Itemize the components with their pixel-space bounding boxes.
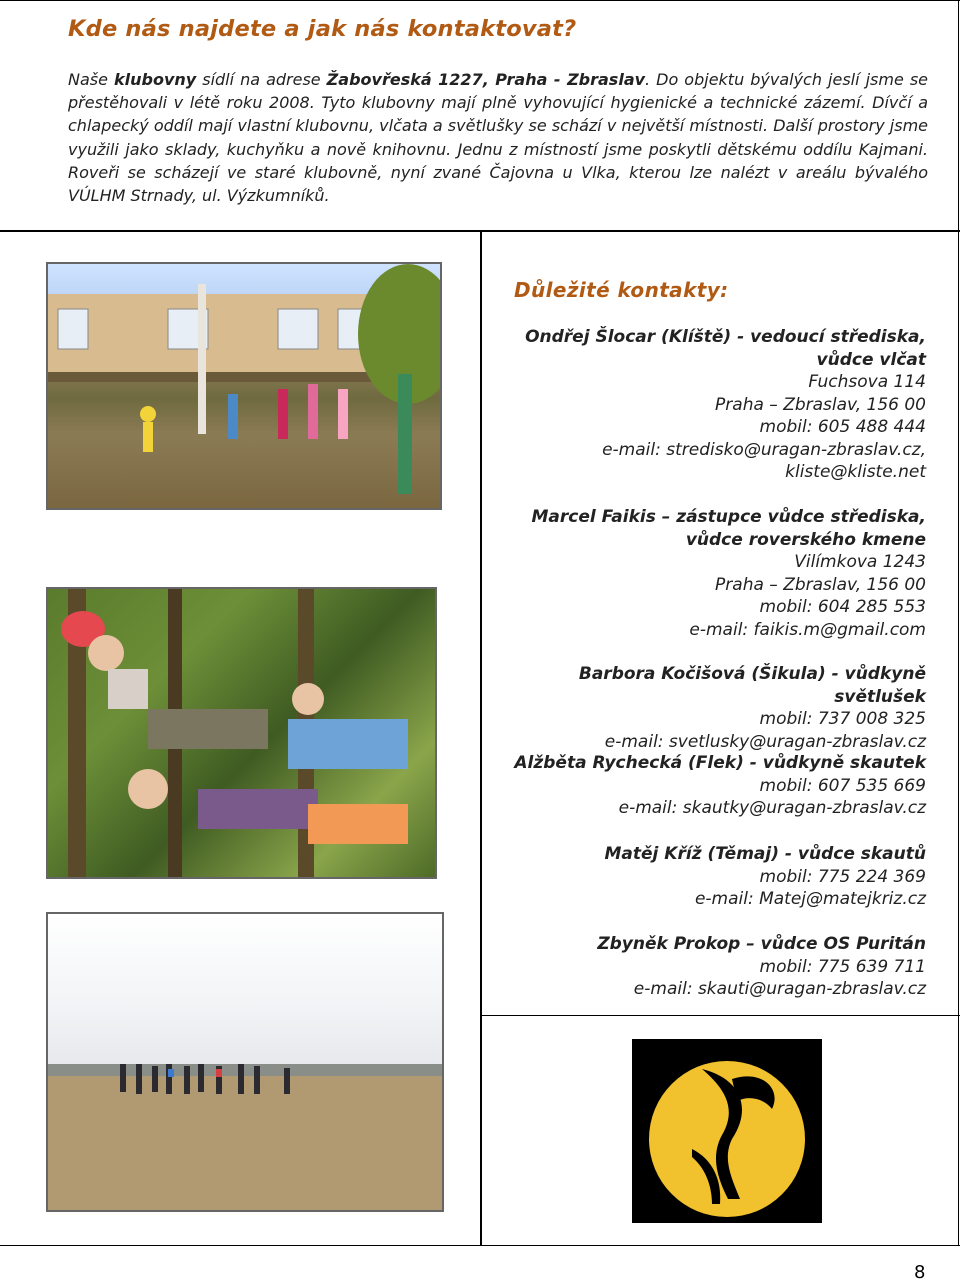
contact-line: Praha – Zbraslav, 156 00: [715, 394, 926, 415]
organization-logo: [632, 1039, 822, 1223]
divider: [0, 0, 960, 1]
intro-paragraph: [68, 68, 928, 207]
contact-line: e-mail: faikis.m@gmail.com: [689, 619, 926, 640]
divider: [480, 231, 482, 1246]
contact-line: mobil: 605 488 444: [759, 417, 926, 437]
address-text: Žabovřeská 1227, Praha - Zbraslav: [326, 70, 646, 89]
page-number: 8: [914, 1262, 926, 1283]
photo-group-in-field-image: [48, 914, 442, 1210]
contact-line: e-mail: svetlusky@uragan-zbraslav.cz: [604, 731, 926, 752]
intro-text: . Do objektu bývalých jeslí jsme se přestěhovali v létě roku 2008. Tyto klubovny mají plně vyhovující hygienické a technické zázemí. Dívčí a chlapecký oddíl mají vlastní klubovnu, vlčata a světlušky se schází v největší místnosti. Další prostory jsme využili jako sklady, kuchyňku a nově knihovnu. Jednu z místností jsme poskytli dětskému oddílu Kajmani. Roveři se scházejí ve staré klubovně, nyní zvané Čajovna u Vlka, kterou lze nalézt v areálu bývalého VÚLHM Strnady, ul. Výzkumníků.: [68, 70, 928, 206]
contact-line: mobil: 775 224 369: [759, 866, 926, 887]
intro-text: sídlí na adrese: [196, 70, 327, 89]
contact-line: mobil: 604 285 553: [759, 597, 926, 617]
contact-card: [486, 326, 926, 484]
photo-children-in-net-image: [48, 589, 435, 877]
contact-name: Marcel Faikis – zástupce vůdce střediska, vůdce roverského kmene: [531, 507, 926, 550]
contact-line: e-mail: Matej@matejkriz.cz: [694, 889, 926, 909]
divider: [958, 0, 959, 231]
photo-clubhouse: [46, 262, 442, 510]
photo-children-in-net: [46, 587, 437, 879]
contact-line: mobil: 607 535 669: [759, 775, 926, 796]
page-title: Kde nás najdete a jak nás kontaktovat?: [68, 16, 577, 42]
contact-card: [486, 663, 926, 753]
contact-line: kliste@kliste.net: [785, 462, 926, 482]
contact-name: Zbyněk Prokop – vůdce OS Puritán: [597, 934, 926, 954]
contact-line: e-mail: stredisko@uragan-zbraslav.cz,: [602, 439, 926, 460]
divider: [0, 1245, 960, 1246]
contact-line: mobil: 775 639 711: [759, 956, 926, 977]
contact-name: Alžběta Rychecká (Flek) - vůdkyně skautek: [514, 753, 926, 773]
contact-line: Praha – Zbraslav, 156 00: [715, 574, 926, 595]
contact-line: Fuchsova 114: [808, 372, 926, 392]
intro-bold-text: klubovny: [113, 70, 197, 89]
contact-card: [486, 752, 926, 820]
contacts-title: Důležité kontakty:: [514, 278, 729, 302]
contact-name: Matěj Kříž (Těmaj) - vůdce skautů: [604, 844, 926, 864]
contact-card: [486, 506, 926, 641]
contact-line: mobil: 737 008 325: [759, 709, 926, 729]
divider: [481, 1015, 960, 1016]
logo-emblem: [632, 1039, 822, 1223]
contact-name: Ondřej Šlocar (Klíště) - vedoucí střediska, vůdce vlčat: [525, 327, 926, 370]
contact-line: e-mail: skautky@uragan-zbraslav.cz: [618, 798, 926, 818]
contact-name: Barbora Kočišová (Šikula) - vůdkyně světlušek: [578, 664, 926, 707]
contact-line: Vilímkova 1243: [794, 552, 926, 572]
photo-clubhouse-image: [48, 264, 440, 508]
contact-card: [486, 843, 926, 911]
contact-card: [486, 933, 926, 1001]
photo-group-in-field: [46, 912, 444, 1212]
divider: [958, 231, 959, 1246]
contact-line: e-mail: skauti@uragan-zbraslav.cz: [633, 979, 926, 999]
intro-text: Naše: [68, 70, 114, 89]
